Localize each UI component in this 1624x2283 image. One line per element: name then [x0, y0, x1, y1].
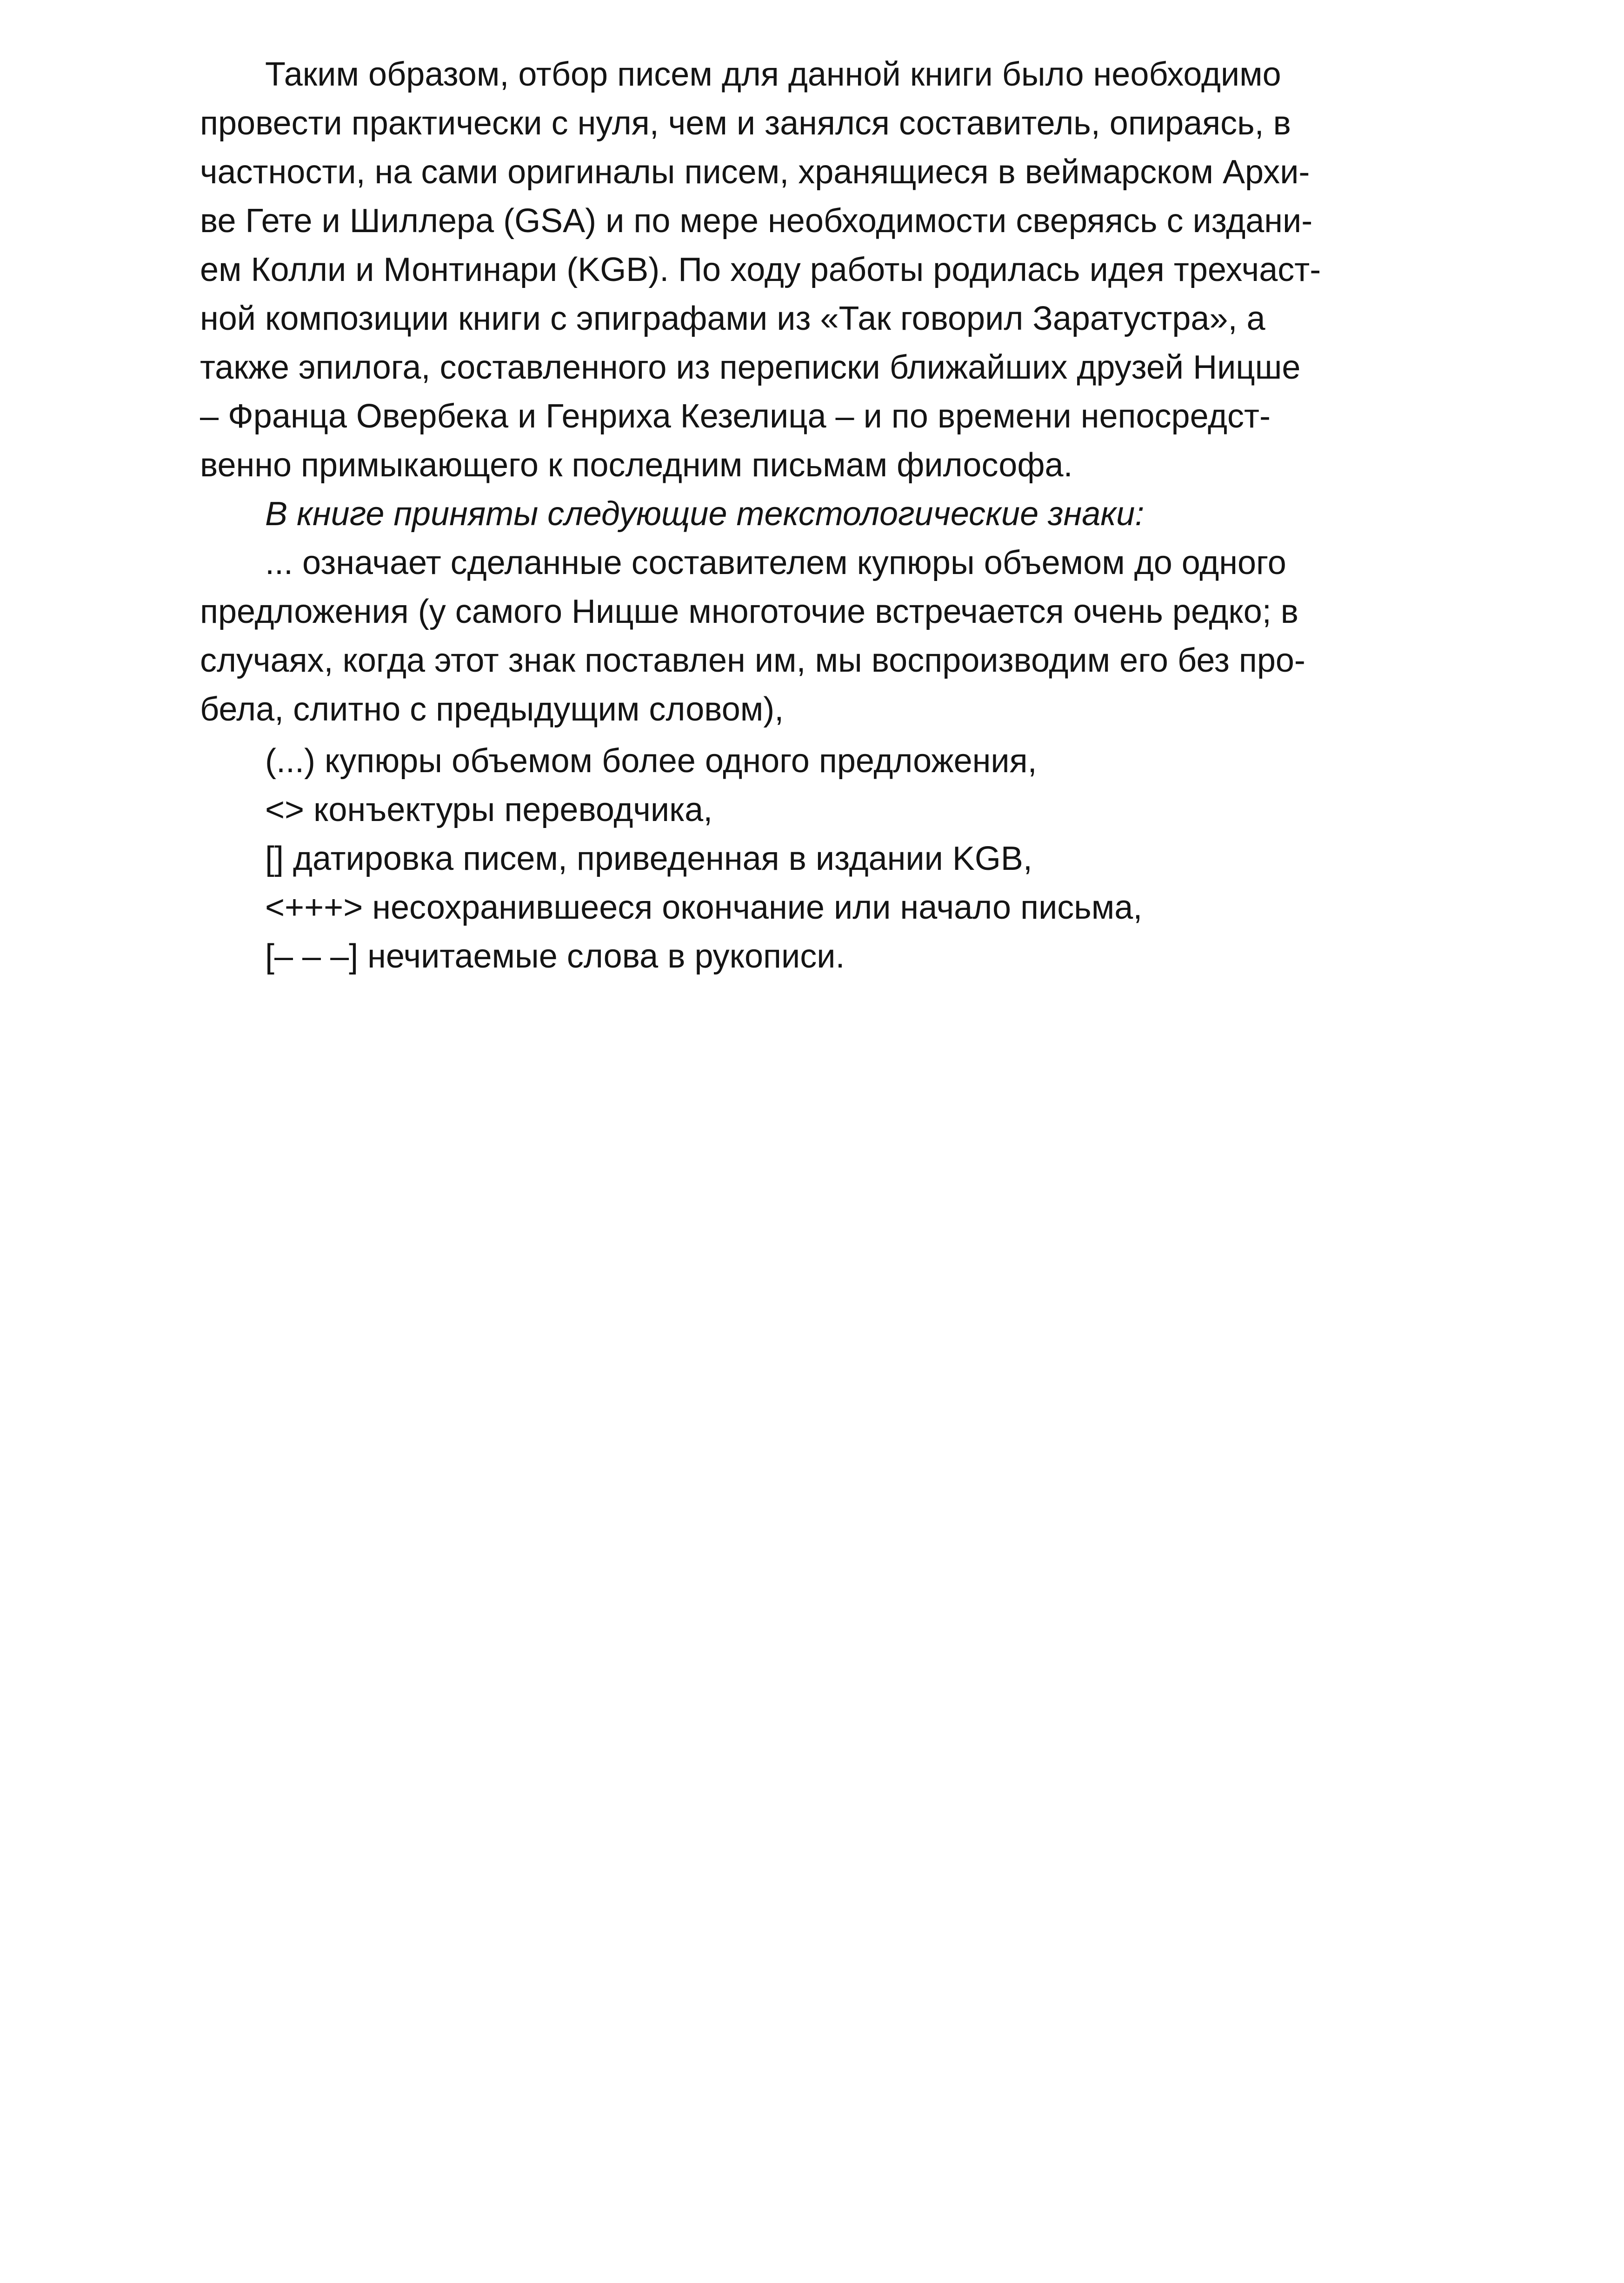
text-line: Таким образом, отбор писем для данной книги было необходимо — [265, 56, 1281, 93]
paragraph-intro — [200, 50, 1446, 490]
text-line: – Франца Овербека и Генриха Кезелица – и по времени непосредст- — [200, 398, 1271, 435]
paragraph-signs-heading — [200, 490, 1446, 539]
text-line: ... означает сделанные составителем купюры объемом до одного — [265, 544, 1286, 581]
text-line: также эпилога, составленного из переписки ближайших друзей Ницше — [200, 349, 1301, 386]
text-line: ной композиции книги с эпиграфами из «Так говорил Заратустра», а — [200, 300, 1265, 337]
signs-heading: В книге приняты следующие текстологические знаки: — [265, 495, 1145, 533]
paragraph-ellipsis — [200, 539, 1446, 734]
text-line: ве Гете и Шиллера (GSA) и по мере необходимости сверяясь с издани- — [200, 202, 1313, 240]
text-line: провести практически с нуля, чем и занялся составитель, опираясь, в — [200, 105, 1291, 142]
body-text — [200, 50, 1446, 981]
text-line: предложения (у самого Ницше многоточие встречается очень редко; в — [200, 593, 1299, 630]
text-line: ем Колли и Монтинари (KGB). По ходу работы родилась идея трехчаст- — [200, 251, 1321, 288]
text-line: случаях, когда этот знак поставлен им, мы воспроизводим его без про- — [200, 642, 1305, 679]
sign-item: (...) купюры объемом более одного предложения, — [265, 742, 1037, 780]
text-line: частности, на сами оригиналы писем, хранящиеся в веймарском Архи- — [200, 154, 1310, 191]
text-line: венно примыкающего к последним письмам философа. — [200, 447, 1073, 484]
text-line: бела, слитно с предыдущим словом), — [200, 691, 784, 728]
sign-item: <> конъектуры переводчика, — [265, 791, 713, 828]
sign-item: [– – –] нечитаемые слова в рукописи. — [265, 938, 845, 975]
sign-item: <+++> несохранившееся окончание или начало письма, — [265, 889, 1143, 926]
sign-item: [] датировка писем, приведенная в издании KGB, — [265, 840, 1032, 877]
signs-list — [200, 737, 1446, 981]
